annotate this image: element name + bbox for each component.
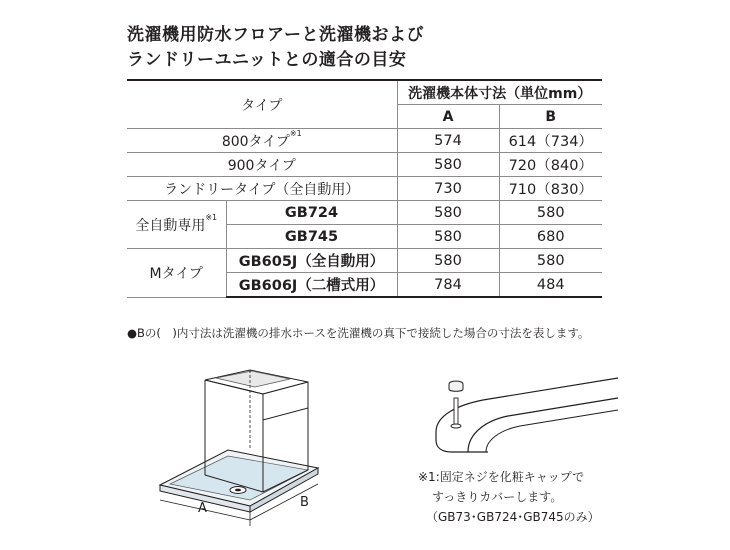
type-header: タイプ <box>127 80 397 129</box>
washer-control-panel <box>263 382 308 420</box>
drain-hole-icon <box>235 489 241 492</box>
a-value: 580 <box>397 249 499 273</box>
group-label-cell <box>127 201 226 249</box>
b-value: 680 <box>499 225 602 249</box>
document-title-line-2: ランドリーユニットとの適合の目安 <box>127 50 407 70</box>
fixing-screw-cap-diagram <box>428 370 623 465</box>
table-row <box>127 177 602 201</box>
compatibility-table <box>127 79 602 298</box>
table-row <box>127 201 602 225</box>
size-header: 洗濯機本体寸法（単位mm） <box>397 80 602 105</box>
a-value: 574 <box>397 129 499 153</box>
b-value: 710（830） <box>499 177 602 201</box>
col-b-header: B <box>499 105 602 129</box>
note-mark: ※1 <box>289 128 302 138</box>
a-value: 580 <box>397 225 499 249</box>
washer-lid <box>216 371 290 387</box>
b-value: 614（734） <box>499 129 602 153</box>
table-row <box>127 129 602 153</box>
model-cell: GB605J（全自動用） <box>226 249 397 273</box>
a-value: 580 <box>397 153 499 177</box>
b-value: 484 <box>499 273 602 298</box>
col-a-header: A <box>397 105 499 129</box>
type-cell: ランドリータイプ（全自動用） <box>127 177 397 201</box>
model-cell: GB745 <box>226 225 397 249</box>
model-cell: GB724 <box>226 201 397 225</box>
b-value: 580 <box>499 201 602 225</box>
type-cell <box>127 129 397 153</box>
fixing-screw-icon <box>454 398 458 426</box>
b-value: 580 <box>499 249 602 273</box>
washer-on-floor-pan-diagram <box>150 360 370 540</box>
note-line-2: すっきりカバーします。 <box>432 490 563 504</box>
dimension-b-label: B <box>300 495 309 510</box>
table-row <box>127 153 602 177</box>
a-value: 580 <box>397 201 499 225</box>
table-header-row <box>127 80 602 105</box>
b-value: 720（840） <box>499 153 602 177</box>
note-line-1: ※1:固定ネジを化粧キャップで <box>418 470 585 484</box>
a-value: 784 <box>397 273 499 298</box>
a-value: 730 <box>397 177 499 201</box>
group-label-cell: Mタイプ <box>127 249 226 298</box>
note-mark: ※1 <box>205 212 218 222</box>
type-cell: 900タイプ <box>127 153 397 177</box>
dimension-a-label: A <box>198 501 207 516</box>
group-label: 全自動専用 <box>135 217 206 234</box>
note-line-3: （GB73･GB724･GB745のみ） <box>426 510 600 524</box>
table-footnote: ●Bの( )内寸法は洗濯機の排水ホースを洗濯機の真下で接続した場合の寸法を表します。 <box>127 326 590 340</box>
type-label: 800タイプ <box>221 133 290 150</box>
table-row <box>127 249 602 273</box>
document-title-line-1: 洗濯機用防水フロアーと洗濯機および <box>127 25 424 45</box>
model-cell: GB606J（二槽式用） <box>226 273 397 298</box>
